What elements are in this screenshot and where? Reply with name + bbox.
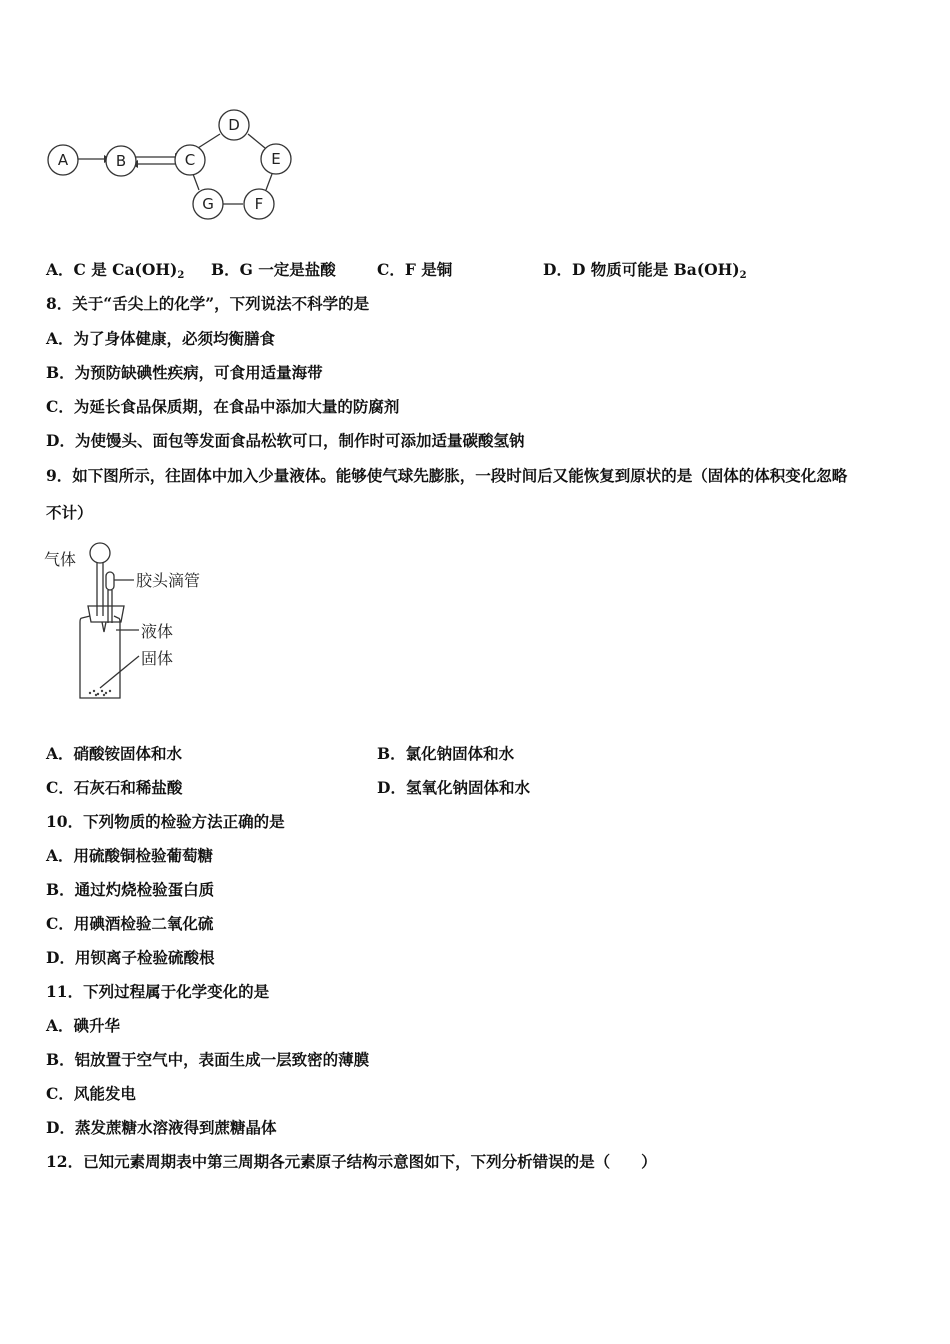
- dropper-label: 胶头滴管: [136, 571, 201, 590]
- bottle-icon: [80, 616, 120, 698]
- node-f-label: F: [254, 195, 264, 213]
- q9-stem-line1: 9．如下图所示，往固体中加入少量液体。能够使气球先膨胀，一段时间后又能恢复到原状的是（固体的体积变化忽略: [46, 466, 848, 485]
- q11-option-c: C．风能发电: [46, 1084, 136, 1103]
- q7-option-b: B．G 一定是盐酸: [211, 260, 336, 279]
- node-g-label: G: [202, 195, 214, 213]
- q11-option-a: A．碘升华: [46, 1016, 121, 1035]
- apparatus-figure: [44, 538, 224, 708]
- solid-label: 固体: [141, 649, 174, 668]
- q11-option-b: B．铝放置于空气中，表面生成一层致密的薄膜: [46, 1050, 370, 1069]
- q7-option-a: A．C 是 $Ca(OH)_2$: [46, 260, 185, 281]
- node-b-label: B: [115, 152, 127, 170]
- q9-option-a: A．硝酸铵固体和水: [46, 744, 183, 763]
- q9-option-d: D．氢氧化钠固体和水: [377, 778, 530, 797]
- node-d-label: D: [228, 116, 240, 134]
- node-e-label: E: [271, 150, 281, 168]
- q12-stem: 12．已知元素周期表中第三周期各元素原子结构示意图如下，下列分析错误的是（ ）: [46, 1152, 657, 1171]
- q8-option-b: B．为预防缺碘性疾病，可食用适量海带: [46, 363, 323, 382]
- q8-option-d: D．为使馒头、面包等发面食品松软可口，制作时可添加适量碳酸氢钠: [46, 431, 525, 450]
- q10-option-d: D．用钡离子检验硫酸根: [46, 948, 215, 967]
- q10-option-b: B．通过灼烧检验蛋白质: [46, 880, 215, 899]
- q10-option-a: A．用硫酸铜检验葡萄糖: [46, 846, 214, 865]
- q9-stem-line2: 不计）: [46, 503, 93, 522]
- q11-option-d: D．蒸发蔗糖水溶液得到蔗糖晶体: [46, 1118, 277, 1137]
- q8-option-a: A．为了身体健康，必须均衡膳食: [46, 329, 276, 348]
- node-c-label: C: [184, 151, 196, 169]
- q11-stem: 11．下列过程属于化学变化的是: [46, 982, 270, 1001]
- q8-stem: 8．关于“舌尖上的化学”，下列说法不科学的是: [46, 294, 370, 313]
- q10-option-c: C．用碘酒检验二氧化硫: [46, 914, 214, 933]
- node-a-label: A: [57, 151, 69, 169]
- q9-option-b: B．氯化钠固体和水: [377, 744, 515, 763]
- balloon-icon: [90, 543, 110, 563]
- q9-option-c: C．石灰石和稀盐酸: [46, 778, 183, 797]
- q7-option-d: D．D 物质可能是 $Ba(OH)_2$: [543, 260, 747, 281]
- liquid-label: 液体: [141, 622, 174, 641]
- q7-option-c: C．F 是铜: [377, 260, 453, 279]
- q10-stem: 10．下列物质的检验方法正确的是: [46, 812, 285, 831]
- relationship-diagram: [40, 104, 340, 239]
- q8-option-c: C．为延长食品保质期，在食品中添加大量的防腐剂: [46, 397, 400, 416]
- gas-label: 气体: [44, 550, 77, 569]
- dropper-icon: [106, 572, 114, 590]
